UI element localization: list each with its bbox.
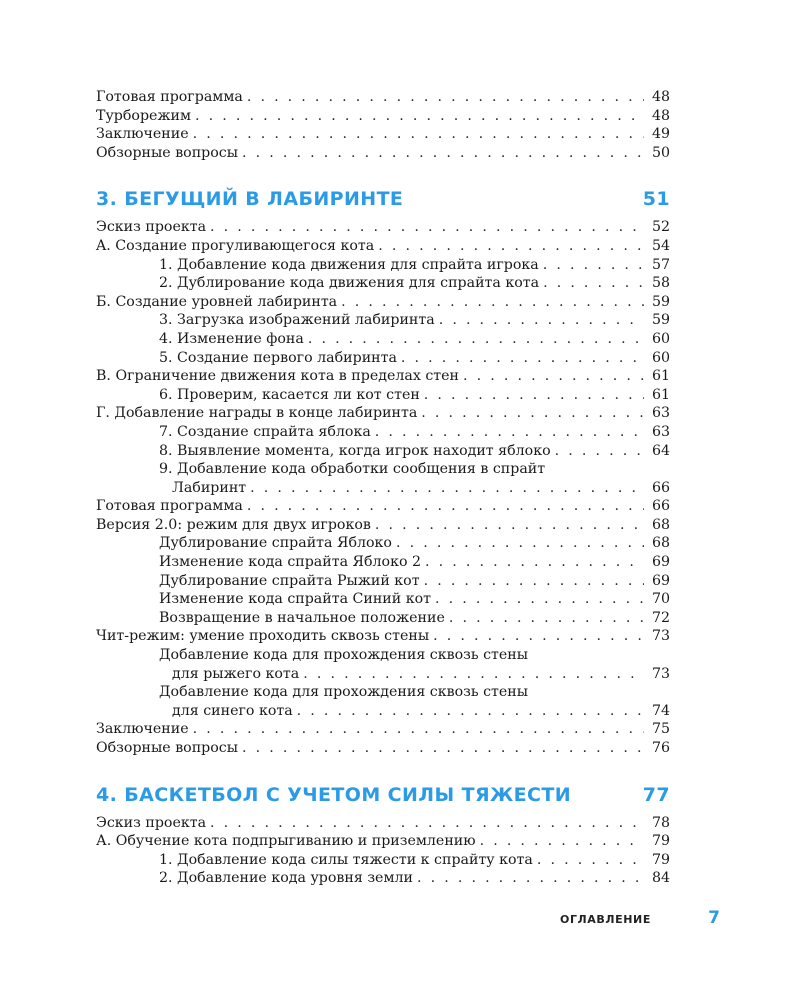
toc-entry[interactable]: Турборежим . . . 48 [96, 107, 670, 126]
chapter-page: 77 [642, 783, 670, 806]
toc-subentry[interactable]: 5. Создание первого лабиринта . . . 60 [96, 349, 670, 368]
page-number: 7 [708, 908, 720, 928]
toc-subentry-cont[interactable]: Лабиринт . . . 66 [96, 479, 670, 498]
toc-entry[interactable]: Обзорные вопросы . . . 76 [96, 739, 670, 758]
toc-subentry[interactable]: 7. Создание спрайта яблока . . . 63 [96, 423, 670, 442]
toc-subentry-line1[interactable]: Добавление кода для прохождения сквозь стены [159, 647, 529, 664]
toc-subentry-cont[interactable]: для рыжего кота . . . 73 [96, 665, 670, 684]
toc-entry[interactable]: Заключение . . . 75 [96, 720, 670, 739]
chapter-4 [96, 784, 670, 888]
toc-entry[interactable]: Заключение . . . 49 [96, 125, 670, 144]
chapter-title: 3. БЕГУЩИЙ В ЛАБИРИНТЕ [96, 188, 404, 211]
toc-entry[interactable]: Эскиз проекта . . . 78 [96, 814, 670, 833]
toc-top-block [96, 88, 670, 162]
toc-subentry-cont[interactable]: для синего кота . . . 74 [96, 702, 670, 721]
chapter-heading[interactable] [96, 784, 670, 806]
running-title: ОГЛАВЛЕНИЕ [560, 913, 651, 926]
toc-subentry[interactable]: 2. Добавление кода уровня земли . . . 84 [96, 869, 670, 888]
toc-subentry[interactable]: Дублирование спрайта Рыжий кот . . . 69 [96, 572, 670, 591]
toc-entry[interactable]: Эскиз проекта . . . 52 [96, 218, 670, 237]
toc-subentry[interactable]: 1. Добавление кода движения для спрайта игрока . . . 57 [96, 256, 670, 275]
toc-subentry-line1[interactable]: Добавление кода для прохождения сквозь стены [159, 684, 529, 701]
toc-entry[interactable]: Готовая программа . . . 48 [96, 88, 670, 107]
toc-entry[interactable]: Готовая программа . . . 66 [96, 497, 670, 516]
toc-subentry[interactable]: Возвращение в начальное положение . . . 72 [96, 609, 670, 628]
chapter-3 [96, 188, 670, 757]
chapter-heading[interactable] [96, 188, 670, 210]
chapter-title: 4. БАСКЕТБОЛ С УЧЕТОМ СИЛЫ ТЯЖЕСТИ [96, 783, 572, 806]
toc-entry[interactable]: А. Обучение кота подпрыгиванию и приземлению . . . 79 [96, 832, 670, 851]
toc-subentry[interactable]: 1. Добавление кода силы тяжести к спрайту кота . . . 79 [96, 851, 670, 870]
toc [96, 88, 670, 914]
toc-subentry-line1[interactable]: 9. Добавление кода обработки сообщения в спрайт [159, 461, 546, 478]
page-footer [560, 908, 720, 928]
toc-subentry[interactable]: 8. Выявление момента, когда игрок находит яблоко . . . 64 [96, 442, 670, 461]
toc-subentry[interactable]: Дублирование спрайта Яблоко . . . 68 [96, 534, 670, 553]
toc-entry[interactable]: Обзорные вопросы . . . 50 [96, 144, 670, 163]
toc-entry[interactable]: Версия 2.0: режим для двух игроков . . . 68 [96, 516, 670, 535]
toc-subentry[interactable]: 2. Дублирование кода движения для спрайта кота . . . 58 [96, 274, 670, 293]
toc-subentry[interactable]: 6. Проверим, касается ли кот стен . . . 61 [96, 386, 670, 405]
toc-subentry[interactable]: Изменение кода спрайта Яблоко 2 . . . 69 [96, 553, 670, 572]
toc-entry[interactable]: Б. Создание уровней лабиринта . . . 59 [96, 293, 670, 312]
toc-subentry[interactable]: 3. Загрузка изображений лабиринта . . . 59 [96, 311, 670, 330]
toc-entry[interactable]: В. Ограничение движения кота в пределах стен . . . 61 [96, 367, 670, 386]
toc-subentry[interactable]: Изменение кода спрайта Синий кот . . . 70 [96, 590, 670, 609]
toc-subentry[interactable]: 4. Изменение фона . . . 60 [96, 330, 670, 349]
toc-entry[interactable]: Чит-режим: умение проходить сквозь стены . . . 73 [96, 627, 670, 646]
toc-entry[interactable]: A. Создание прогуливающегося кота . . . 54 [96, 237, 670, 256]
chapter-page: 51 [642, 188, 670, 211]
toc-entry[interactable]: Г. Добавление награды в конце лабиринта . . . 63 [96, 404, 670, 423]
